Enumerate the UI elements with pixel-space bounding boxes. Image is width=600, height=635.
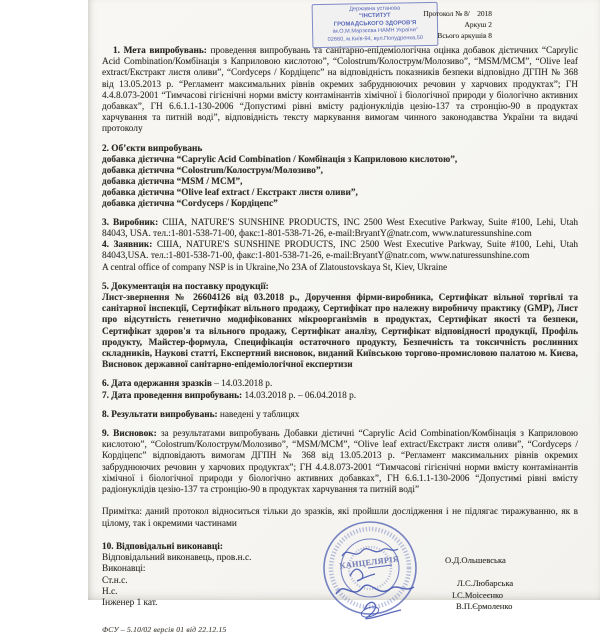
section-10-heading: 10. Відповідальні виконавці: (102, 541, 223, 552)
executor-role: Відповідальний виконавець, пров.н.с. (102, 553, 252, 563)
section-1-purpose (102, 46, 578, 136)
section-2-objects (102, 144, 578, 210)
executor-role: Виконавці: (102, 564, 146, 575)
section-6-date-received (102, 379, 578, 390)
executor-name: Л.С.Любарська (457, 577, 514, 588)
section-9-conclusion (102, 429, 578, 496)
section-9-text: за результатами випробувань Добавки дієтичні “Caprylic Acid Combination/Комбінація з Каприловою кислотою”, “Colostrum/Колострум/Молозиво”, “MSM/МСМ”, “Olive leaf extract/Екстракт листя оливи”, “Cordyceps / Кордіцепс” відповідають вимогам ДГПН № 368 від 13.05.2013 р. “Регламент максимальних рівнів окремих забруднюючих речовин у харчових продуктах”; ГН 4.4.8.073-2001 “Тимчасові гігієнічні норми вмісту контамінантів хімічної і біологічної природи у біологічно активних добавках”, ГН 6.6.1.1-130-2006 “Допустимі рівні вмісту радіонуклідів цезію-137 та стронцію-90 в продуктах харчування та питній воді” (102, 429, 578, 496)
executor-name: О.Д.Ольшевська (445, 554, 506, 565)
section-3-label: 3. Виробник: (102, 217, 159, 228)
sheet-number: Аркуш 2 (464, 19, 492, 29)
section-2-heading: 2. Об’єкти випробувань (102, 143, 203, 154)
section-4-applicant (102, 240, 578, 274)
stamp-center-label: КАНЦЕЛЯРІЯ (338, 554, 400, 571)
form-code: ФСУ – 5.10/02 версія 01 від 22.12.15 (102, 624, 227, 634)
institute-stamp-line: Державна установа (349, 5, 401, 13)
executor-name: І.С.Моісеєнко (452, 589, 504, 600)
note-paragraph: Примітка: даний протокол відноситься тільки до зразків, які пройшли дослідження і не підлягає тиражуванню, як в цілому, так і окремими частинами (102, 507, 578, 529)
section-7-label: 7. Дата проведення випробувань: (102, 390, 243, 401)
section-8-results (102, 410, 578, 421)
section-5-text: Лист-звернення № 26604126 від 03.2018 р., Доручення фірми-виробника, Сертифікат вільної торгівлі та санітарної інспекції, Сертифікат вільного продажу, Сертифікат про належну виробничу практику (GMP), Лист про відсутність генетично модифікованих мікроорганізмів в продуктах, Сертифікат якості та безпеки, Сертифікат здоров'я та вільного продажу, Сертифікат аналізу, Сертифікат відповідності продукції, Профіль продукту, Майстер-формула, Специфікація остаточного продукту, Безпечність та токсичність рослинних складників, Наукові статті, Експертний висновок, виданий Київською торгово-промисловою палатою м. Києва, Висновок державної санітарно-епідеміологічної експертизи (102, 293, 578, 371)
object-item: добавка дієтична “Caprylic Acid Combination / Комбінація з Каприловою кислотою”, (102, 154, 458, 165)
object-item: добавка дієтична “MSM / МСМ”, (102, 176, 243, 187)
section-6-label: 6. Дата одержання зразків (102, 379, 212, 390)
institute-stamp-line: 02660, м.Київ-94, вул.Попудренка,50 (327, 34, 423, 43)
section-8-value: наведені у таблицях (219, 409, 300, 420)
object-item: добавка дієтична “Colostrum/Колострум/Молозиво”, (102, 165, 323, 176)
section-1-text: проведення випробувань та санітарно-епідеміологічна оцінка добавок дієтичних “Caprylic Acid Combination/Комбінація з Каприловою кислотою”, “Colostrum/Колострум/Молозиво”, “MSM/МСМ”, “Olive leaf extract/Екстракт листя оливи”, “Cordyceps / Кордіцепс” на відповідність показників безпеки відповідно ДГПН № 368 від 13.05.2013 р. “Регламент максимальних рівнів окремих забруднюючих речовин у харчових продуктах”; ГН 4.4.8.073-2001 “Тимчасові гігієнічні норми вмісту контамінантів хімічної і біологічної природи у біологічно активних добавках”, ГН 6.6.1.1-130-2006 “Допустимі рівні вмісту радіонуклідів цезію-137 та стронцію-90 в продуктах харчування та питній воді”, відповідність тексту маркування вимогам чинного законодавства України та видачі протоколу (102, 46, 579, 135)
executor-name: В.П.Єрмоленко (456, 600, 513, 611)
object-item: добавка дієтична “Olive leaf extract / Екстракт листя оливи”, (102, 187, 358, 198)
section-1-label: 1. Мета випробувань: (113, 46, 207, 56)
section-9-label: 9. Висновок: (102, 429, 157, 440)
section-6-value: – 14.03.2018 р. (214, 379, 273, 390)
section-7-value: 14.03.2018 р. – 06.04.2018 р. (244, 390, 357, 401)
document-body (88, 0, 600, 635)
section-10-executors (102, 542, 578, 622)
object-item: добавка дієтична “Cordyceps / Кордіцепс” (102, 198, 278, 209)
executor-roles (102, 542, 578, 610)
total-sheets: Всього аркушів 8 (437, 30, 492, 40)
institute-stamp-line: “ІНСТИТУТ (358, 13, 391, 20)
section-7-test-dates (102, 391, 578, 402)
executor-role: Інженер 1 кат. (102, 598, 158, 609)
institute-stamp-line: ім.О.М.Марзєєва НАМН України” (332, 27, 418, 36)
institute-stamp-line: ГРОМАДСЬКОГО ЗДОРОВ’Я (333, 20, 417, 28)
protocol-number: Протокол № 8/ 2018 (423, 9, 492, 18)
section-4-office-line: A central office of company NSP is in Ukraine,No 23A of Zlatoustovskaya St, Kiev, Ukraine (102, 262, 448, 273)
section-5-documentation (102, 282, 578, 372)
section-8-label: 8. Результати випробувань: (102, 409, 218, 420)
section-3-text: США, NATURE'S SUNSHINE PRODUCTS, INC 2500 West Executive Parkway, Suite #100, Lehi, Utah 84043, USA. тел.:1-801-538-71-00, факс:1-801-538-71-26, e-mail:BryantY@natr.com, www.naturessunshine.com (102, 217, 578, 240)
section-4-label: 4. Заявник: (102, 240, 153, 251)
executor-role: Ст.н.с. (102, 575, 128, 586)
executor-role: Н.с. (102, 586, 118, 597)
scanned-page (88, 0, 600, 634)
section-5-heading: 5. Документація на поставку продукції: (102, 281, 269, 292)
section-3-manufacturer (102, 218, 578, 240)
section-4-text: США, NATURE'S SUNSHINE PRODUCTS, INC 2500 West Executive Parkway, Suite #100, Lehi, Utah 84043,USA. тел.:1-801-538-71-00, факс:1-801-538-71-26, e-mail:BryantY@natr.com, www.naturessunshine.com (102, 240, 579, 262)
